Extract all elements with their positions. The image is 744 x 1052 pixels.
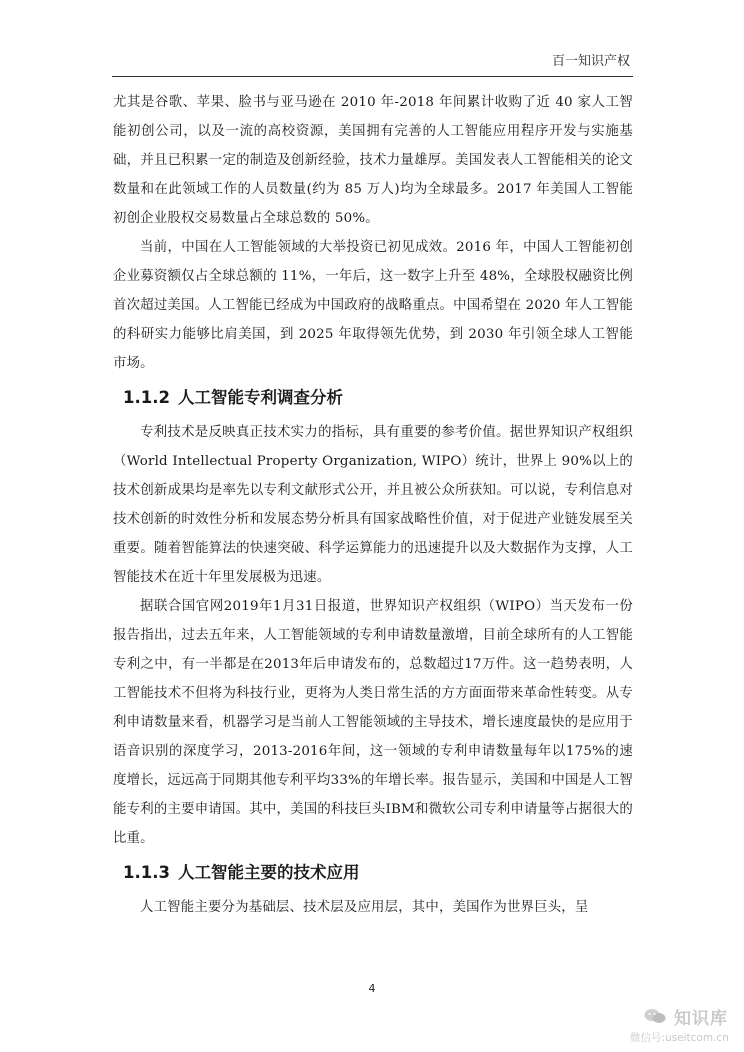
section-title: 人工智能主要的技术应用 xyxy=(177,863,360,882)
watermark-wechat-id: 微信号:useitcom.cn xyxy=(630,1032,729,1044)
page-header-title: 百一知识产权 xyxy=(551,54,630,69)
section-heading-1-1-3 xyxy=(123,855,633,891)
paragraph-2: 当前，中国在人工智能领域的大举投资已初见成效。2016 年，中国人工智能初创企业募资额仅占全球总额的 11%，一年后，这一数字上升至 48%，全球股权融资比例首次超过美国。人工智能已经成为中国政府的战略重点。中国希望在 2020 年人工智能的科研实力能够比肩美国，到 2025 年取得领先优势，到 2030 年引领全球人工智能市场。 xyxy=(113,240,633,371)
paragraph-4: 据联合国官网2019年1月31日报道，世界知识产权组织（WIPO）当天发布一份报告指出，过去五年来，人工智能领域的专利申请数量激增，目前全球所有的人工智能专利之中，有一半都是在2013年后申请发布的，总数超过17万件。这一趋势表明，人工智能技术不但将为科技行业，更将为人类日常生活的方方面面带来革命性转变。从专利申请数量来看，机器学习是当前人工智能领域的主导技术，增长速度最快的是应用于语音识别的深度学习，2013-2016年间，这一领域的专利申请数量每年以175%的速度增长，远远高于同期其他专利平均33%的年增长率。报告显示，美国和中国是人工智能专利的主要申请国。其中，美国的科技巨头IBM和微软公司专利申请量等占据很大的比重。 xyxy=(113,599,633,846)
paragraph-5: 人工智能主要分为基础层、技术层及应用层，其中，美国作为世界巨头，呈 xyxy=(140,900,589,915)
paragraph-3: 专利技术是反映真正技术实力的指标，具有重要的参考价值。据世界知识产权组织（World Intellectual Property Organization, WIPO）统计，世界上 90%以上的技术创新成果均是率先以专利文献形式公开，并且被公众所获知。可以说，专利信息对技术创新的时效性分析和发展态势分析具有国家战略性价值，对于促进产业链发展至关重要。随着智能算法的快速突破、科学运算能力的迅速提升以及大数据作为支撑，人工智能技术在近十年里发展极为迅速。 xyxy=(113,425,633,585)
document-body xyxy=(113,88,633,922)
page-number: 4 xyxy=(368,982,376,995)
paragraph-1: 尤其是谷歌、苹果、脸书与亚马逊在 2010 年-2018 年间累计收购了近 40 家人工智能初创公司，以及一流的高校资源，美国拥有完善的人工智能应用程序开发与实施基础，并且已积累一定的制造及创新经验，技术力量雄厚。美国发表人工智能相关的论文数量和在此领域工作的人员数量(约为 85 万人)均为全球最多。2017 年美国人工智能初创企业股权交易数量占全球总数的 50%。 xyxy=(113,95,633,226)
watermark-brand: 知识库 xyxy=(674,1009,728,1029)
section-number: 1.1.2 xyxy=(123,388,170,407)
section-number: 1.1.3 xyxy=(123,863,170,882)
section-heading-1-1-2 xyxy=(123,380,633,416)
wechat-icon xyxy=(644,1008,666,1024)
section-title: 人工智能专利调查分析 xyxy=(177,388,343,407)
header-divider xyxy=(112,76,633,77)
watermark xyxy=(622,1004,740,1048)
